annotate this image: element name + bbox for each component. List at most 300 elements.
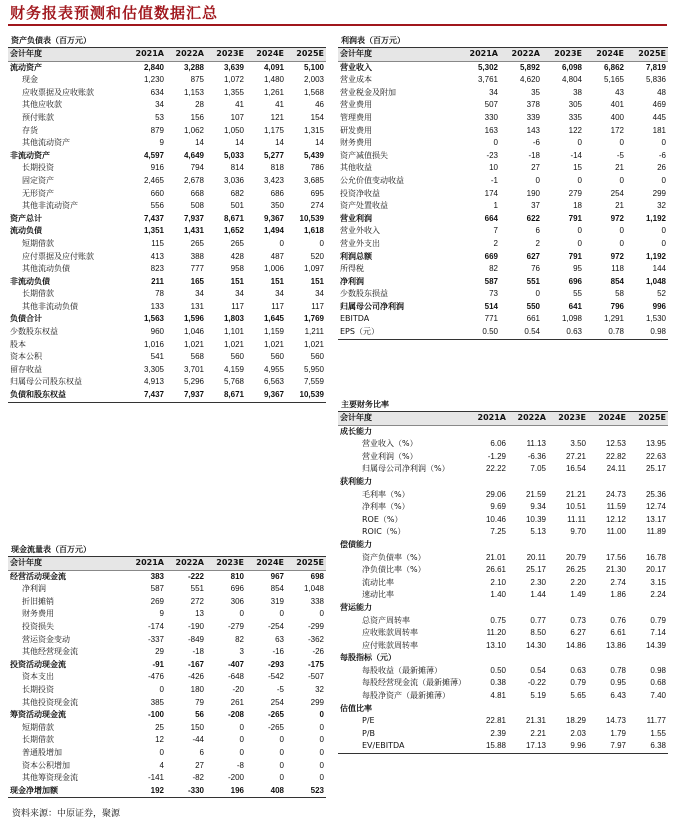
row-label: ROIC（%） <box>362 527 406 537</box>
table-row <box>8 99 326 112</box>
cell-value: 5,768 <box>223 377 244 387</box>
cell-value: 0 <box>279 773 284 783</box>
cell-value: 95 <box>573 264 582 274</box>
cell-value: 274 <box>310 201 324 211</box>
cell-value: 63 <box>275 634 284 644</box>
cell-value: 5,033 <box>223 150 244 160</box>
cell-value: 3.50 <box>570 439 586 449</box>
cell-value: 6.43 <box>610 691 626 701</box>
cell-value: 2.74 <box>610 577 626 587</box>
row-label: 长期借款 <box>22 289 54 299</box>
page-title: 财务报表预测和估值数据汇总 <box>10 4 219 22</box>
cell-value: 508 <box>190 201 204 211</box>
cell-value: 115 <box>151 238 164 248</box>
cell-value: 0 <box>319 760 324 770</box>
cell-value: 24.73 <box>605 489 626 499</box>
cell-value: -507 <box>307 672 324 682</box>
cell-value: 879 <box>150 125 164 135</box>
table-row <box>338 552 668 565</box>
cell-value: 122 <box>568 125 582 135</box>
cell-value: 0 <box>577 175 582 185</box>
cell-value: 8.50 <box>530 628 546 638</box>
cell-value: -18 <box>528 150 540 160</box>
cell-value: 0.98 <box>650 665 666 675</box>
cell-value: 4.81 <box>490 691 506 701</box>
cell-value: 972 <box>610 251 624 261</box>
cell-value: 34 <box>489 87 498 97</box>
table-row <box>8 125 326 138</box>
cell-value: 144 <box>652 264 666 274</box>
cell-value: 21.30 <box>605 565 626 575</box>
cell-value: 1,645 <box>263 314 284 324</box>
cell-value: 8,671 <box>206 389 246 402</box>
cell-value: -299 <box>307 621 324 631</box>
cell-value: -476 <box>147 672 164 682</box>
cell-value: 0 <box>319 773 324 783</box>
table-row <box>8 646 326 659</box>
cell-value: 21.59 <box>525 489 546 499</box>
cell-value: 350 <box>270 201 284 211</box>
cell-value <box>588 539 628 552</box>
cell-value: 5,836 <box>645 75 666 85</box>
cell-value: -426 <box>187 672 204 682</box>
cell-value: 0 <box>535 175 540 185</box>
cell-value: 2.30 <box>530 577 546 587</box>
cell-value: 154 <box>310 112 324 122</box>
row-label: 公允价值变动收益 <box>340 175 404 185</box>
cell-value: 0 <box>279 747 284 757</box>
row-label: 资产总计 <box>10 213 42 223</box>
cell-value: -14 <box>570 150 582 160</box>
cell-value: 272 <box>190 596 204 606</box>
cell-value: 0.79 <box>570 678 586 688</box>
cell-value: 469 <box>652 100 666 110</box>
cell-value <box>588 425 628 438</box>
table-row <box>8 351 326 364</box>
cell-value: 0 <box>319 747 324 757</box>
cell-value <box>588 602 628 615</box>
cell-value: 686 <box>270 188 284 198</box>
cell-value: 6.27 <box>570 628 586 638</box>
row-label: ROE（%） <box>362 514 403 524</box>
row-label: 其他流动资产 <box>22 138 70 148</box>
cell-value: -141 <box>147 773 164 783</box>
cell-value: -849 <box>187 634 204 644</box>
table-row <box>8 570 326 583</box>
cell-value: 6,098 <box>561 62 582 72</box>
row-label: 毛利率（%） <box>362 489 410 499</box>
cell-value: 305 <box>568 100 582 110</box>
row-label: EPS（元） <box>338 326 458 339</box>
cell-value: 4,597 <box>143 150 164 160</box>
cell-value: 0 <box>319 710 324 720</box>
table-row <box>8 313 326 326</box>
table-row <box>338 489 668 502</box>
cell-value: 428 <box>230 251 244 261</box>
row-label: 资本支出 <box>22 672 54 682</box>
row-label: 营业成本 <box>340 75 372 85</box>
table-row <box>8 162 326 175</box>
cell-value <box>548 703 588 716</box>
cell-value: 211 <box>151 276 164 286</box>
cell-value: 1,021 <box>183 339 204 349</box>
table-row <box>338 438 668 451</box>
cell-value: 163 <box>484 125 498 135</box>
cell-value: 1,803 <box>223 314 244 324</box>
table-row <box>338 615 668 628</box>
table-row <box>338 175 668 188</box>
year-header: 2021A <box>126 557 166 570</box>
cell-value: 0.77 <box>530 615 546 625</box>
cell-value: 0 <box>319 722 324 732</box>
cell-value: 17.13 <box>508 740 548 753</box>
row-label: 经营活动现金流 <box>10 571 66 581</box>
cell-value: 18.29 <box>565 716 586 726</box>
cell-value: 1,192 <box>645 213 666 223</box>
cell-value: 5,100 <box>303 62 324 72</box>
cell-value: 117 <box>311 301 324 311</box>
cell-value: -200 <box>227 773 244 783</box>
cell-value: 14 <box>235 138 244 148</box>
cell-value: 0 <box>535 289 540 299</box>
cell-value: 16.78 <box>645 552 666 562</box>
cell-value: 9 <box>159 609 164 619</box>
cell-value: 27 <box>195 760 204 770</box>
year-header: 2025E <box>286 48 326 61</box>
table-row <box>338 288 668 301</box>
table-row <box>338 740 668 753</box>
cell-value: 551 <box>526 276 540 286</box>
row-label: 筹资活动现金流 <box>10 710 66 720</box>
cell-value: 378 <box>526 100 540 110</box>
row-label: 短期借款 <box>22 238 54 248</box>
cell-value: 43 <box>615 87 624 97</box>
cell-value: 3,288 <box>183 62 204 72</box>
table-row <box>8 263 326 276</box>
table-row <box>8 772 326 785</box>
cell-value: -91 <box>152 659 164 669</box>
cell-value: 7.25 <box>490 527 506 537</box>
row-label: 应付票据及应付账款 <box>22 251 94 261</box>
cell-value: 299 <box>310 697 324 707</box>
cell-value: 338 <box>310 596 324 606</box>
cell-value: 641 <box>568 301 582 311</box>
row-label: 成长能力 <box>340 426 372 436</box>
cell-value: 14.30 <box>525 640 546 650</box>
cell-value: 6.61 <box>610 628 626 638</box>
cell-value <box>548 652 588 665</box>
cell-value: 560 <box>270 352 284 362</box>
cell-value: 958 <box>230 264 244 274</box>
row-label: 资产减值损失 <box>340 150 388 160</box>
cell-value: 18 <box>573 201 582 211</box>
cell-value: -337 <box>147 634 164 644</box>
cell-value: 507 <box>484 100 498 110</box>
table-row <box>8 376 326 389</box>
table-row <box>8 659 326 672</box>
cell-value: 696 <box>230 584 244 594</box>
table-row <box>338 564 668 577</box>
cell-value: 794 <box>190 163 204 173</box>
cell-value: 58 <box>615 289 624 299</box>
cell-value: 875 <box>190 75 204 85</box>
row-label: 非流动负债 <box>10 276 50 286</box>
cell-value: 2,678 <box>183 175 204 185</box>
cell-value: 661 <box>526 314 540 324</box>
year-header: 2022A <box>500 48 542 61</box>
cell-value: 11.11 <box>567 514 586 524</box>
cell-value <box>628 425 668 438</box>
cell-value: 385 <box>150 697 164 707</box>
cell-value: 10.39 <box>525 514 546 524</box>
cell-value: 38 <box>573 87 582 97</box>
cell-value: 0 <box>319 238 324 248</box>
table-row <box>338 251 668 264</box>
cell-value: 192 <box>126 785 166 798</box>
cell-value: 10 <box>489 163 498 173</box>
cell-value: 972 <box>610 213 624 223</box>
cell-value: 960 <box>150 327 164 337</box>
year-header: 2024E <box>588 412 628 425</box>
cell-value: 13 <box>195 609 204 619</box>
table-row <box>8 74 326 87</box>
row-label: 普通股增加 <box>22 747 62 757</box>
cell-value: 541 <box>150 352 164 362</box>
cell-value <box>508 703 548 716</box>
cell-value: -18 <box>192 647 204 657</box>
year-header: 2023E <box>548 412 588 425</box>
cell-value: 0 <box>239 722 244 732</box>
cell-value: 261 <box>230 697 244 707</box>
cell-value: 996 <box>652 301 666 311</box>
cell-value: 0.63 <box>570 665 586 675</box>
cell-value: 0 <box>619 175 624 185</box>
cell-value <box>548 602 588 615</box>
cell-value: 27.21 <box>565 451 586 461</box>
table-row <box>338 476 668 489</box>
cell-value: 2,003 <box>303 75 324 85</box>
cell-value: 0 <box>279 238 284 248</box>
cell-value: 5,950 <box>303 364 324 374</box>
cell-value: 41 <box>275 100 284 110</box>
cell-value: 56 <box>195 710 204 720</box>
cell-value: 0 <box>239 609 244 619</box>
cell-value: 121 <box>270 112 284 122</box>
cell-value: 3 <box>239 647 244 657</box>
cell-value: 0.78 <box>610 665 626 675</box>
cell-value: 0.73 <box>570 615 586 625</box>
cell-value: 12 <box>155 735 164 745</box>
cell-value: 818 <box>270 163 284 173</box>
cell-value: 118 <box>611 264 624 274</box>
row-label: EV/EBITDA <box>338 740 468 753</box>
cell-value: 408 <box>246 785 286 798</box>
cell-value: -6 <box>532 138 540 148</box>
cell-value: 151 <box>310 276 324 286</box>
year-header: 2022A <box>508 412 548 425</box>
table-row <box>338 451 668 464</box>
cell-value: 854 <box>610 276 624 286</box>
cell-value: 2,840 <box>143 62 164 72</box>
cell-value: 131 <box>190 301 204 311</box>
cell-value: 306 <box>230 596 244 606</box>
row-label: 固定资产 <box>22 175 54 185</box>
cell-value: 11.77 <box>646 716 666 726</box>
table-row <box>338 225 668 238</box>
row-label: 总资产周转率 <box>362 615 410 625</box>
cell-value: 2.10 <box>490 577 506 587</box>
cell-value: 0 <box>159 684 164 694</box>
cell-value: 7 <box>493 226 498 236</box>
cell-value: 0.54 <box>530 665 546 675</box>
cell-value: 0.63 <box>542 326 584 339</box>
cell-value: 3,701 <box>183 364 204 374</box>
cell-value: 400 <box>610 112 624 122</box>
cell-value: 1,097 <box>303 264 324 274</box>
cell-value: 560 <box>230 352 244 362</box>
cell-value <box>468 703 508 716</box>
cell-value: 587 <box>150 584 164 594</box>
table-row <box>8 150 326 163</box>
cell-value: 35 <box>531 87 540 97</box>
cell-value: 143 <box>526 125 540 135</box>
cell-value: -279 <box>227 621 244 631</box>
cell-value: 523 <box>286 785 326 798</box>
cell-value: -175 <box>307 659 324 669</box>
row-label: 净利润 <box>22 584 46 594</box>
row-label: 净负债比率（%） <box>362 565 426 575</box>
cell-value: 22.22 <box>485 464 506 474</box>
cell-value: -222 <box>187 571 204 581</box>
cell-value: 46 <box>315 100 324 110</box>
cell-value: 21 <box>615 163 624 173</box>
cell-value: 5,302 <box>477 62 498 72</box>
cell-value: 682 <box>230 188 244 198</box>
cell-value: -23 <box>486 150 498 160</box>
cell-value: 25.36 <box>645 489 666 499</box>
cell-value: 180 <box>190 684 204 694</box>
cell-value: 0 <box>661 238 666 248</box>
cell-value <box>588 652 628 665</box>
cell-value <box>468 652 508 665</box>
table-row <box>338 112 668 125</box>
cell-value: 1.79 <box>610 728 626 738</box>
table-row <box>338 715 668 728</box>
row-label: 其他经营现金流 <box>22 647 78 657</box>
cell-value: 28 <box>195 100 204 110</box>
cell-value: 2 <box>535 238 540 248</box>
cell-value: 9,367 <box>246 389 286 402</box>
row-label: 少数股东权益 <box>10 327 58 337</box>
row-label: 应付账款周转率 <box>362 640 418 650</box>
table-row <box>338 602 668 615</box>
cell-value: 34 <box>315 289 324 299</box>
table-row <box>8 608 326 621</box>
table-row <box>338 213 668 226</box>
table-row <box>8 760 326 773</box>
cell-value: 9,367 <box>263 213 284 223</box>
cell-value: 1,291 <box>603 314 624 324</box>
cell-value: 17.56 <box>605 552 626 562</box>
cell-value: 560 <box>310 352 324 362</box>
cell-value: 10.51 <box>565 502 586 512</box>
cell-value: 7.05 <box>530 464 546 474</box>
cell-value: 4,955 <box>263 364 284 374</box>
cell-value: 107 <box>230 112 244 122</box>
cell-value: 16.54 <box>565 464 586 474</box>
cell-value: 0 <box>619 238 624 248</box>
cell-value: 15.88 <box>468 740 508 753</box>
cell-value: 668 <box>190 188 204 198</box>
cell-value: -208 <box>227 710 244 720</box>
cell-value: 796 <box>610 301 624 311</box>
cell-value: 82 <box>489 264 498 274</box>
header-label: 会计年度 <box>338 48 458 61</box>
cell-value: 11.59 <box>606 502 626 512</box>
row-label: 所得税 <box>340 264 364 274</box>
cell-value: 1,563 <box>143 314 164 324</box>
row-label: 每股指标（元） <box>340 653 396 663</box>
table-row <box>338 301 668 314</box>
cell-value: 117 <box>271 301 284 311</box>
table-row <box>338 677 668 690</box>
table-row <box>8 175 326 188</box>
cell-value: 568 <box>190 352 204 362</box>
cell-value: 627 <box>526 251 540 261</box>
row-label: 其他筹资现金流 <box>22 773 78 783</box>
cell-value: 52 <box>657 289 666 299</box>
cell-value: 1 <box>493 201 498 211</box>
row-label: 每股经营现金流（最新摊薄） <box>362 678 466 688</box>
cell-value: 7,937 <box>183 213 204 223</box>
cell-value <box>508 539 548 552</box>
cell-value: 514 <box>484 301 498 311</box>
cell-value: 6 <box>535 226 540 236</box>
table-row <box>338 728 668 741</box>
row-label: 资产处置收益 <box>340 201 388 211</box>
year-header: 2021A <box>468 412 508 425</box>
table-row <box>8 747 326 760</box>
table-row <box>338 188 668 201</box>
row-label: 管理费用 <box>340 112 372 122</box>
year-header: 2024E <box>584 48 626 61</box>
row-label: 负债合计 <box>10 314 42 324</box>
cell-value: 2.39 <box>490 728 506 738</box>
table-row <box>8 61 326 74</box>
cell-value: 698 <box>310 571 324 581</box>
table-row <box>338 263 668 276</box>
cell-value: 0.95 <box>610 678 626 688</box>
table-row <box>338 326 668 339</box>
cell-value: 254 <box>270 697 284 707</box>
cell-value: 0 <box>493 138 498 148</box>
cell-value: 24.11 <box>606 464 626 474</box>
cell-value: 0.75 <box>490 615 506 625</box>
cell-value: 1,596 <box>183 314 204 324</box>
cell-value: 8,671 <box>223 213 244 223</box>
cell-value: 1,175 <box>263 125 284 135</box>
cell-value: -0.22 <box>527 678 546 688</box>
cell-value <box>628 476 668 489</box>
cell-value: -1 <box>490 175 498 185</box>
cell-value: -26 <box>312 647 324 657</box>
table-row <box>8 734 326 747</box>
row-label: 资本公积增加 <box>22 760 70 770</box>
cell-value: 14.73 <box>605 716 626 726</box>
cell-value <box>548 425 588 438</box>
cell-value: 25.17 <box>525 565 546 575</box>
cell-value: 4,649 <box>183 150 204 160</box>
